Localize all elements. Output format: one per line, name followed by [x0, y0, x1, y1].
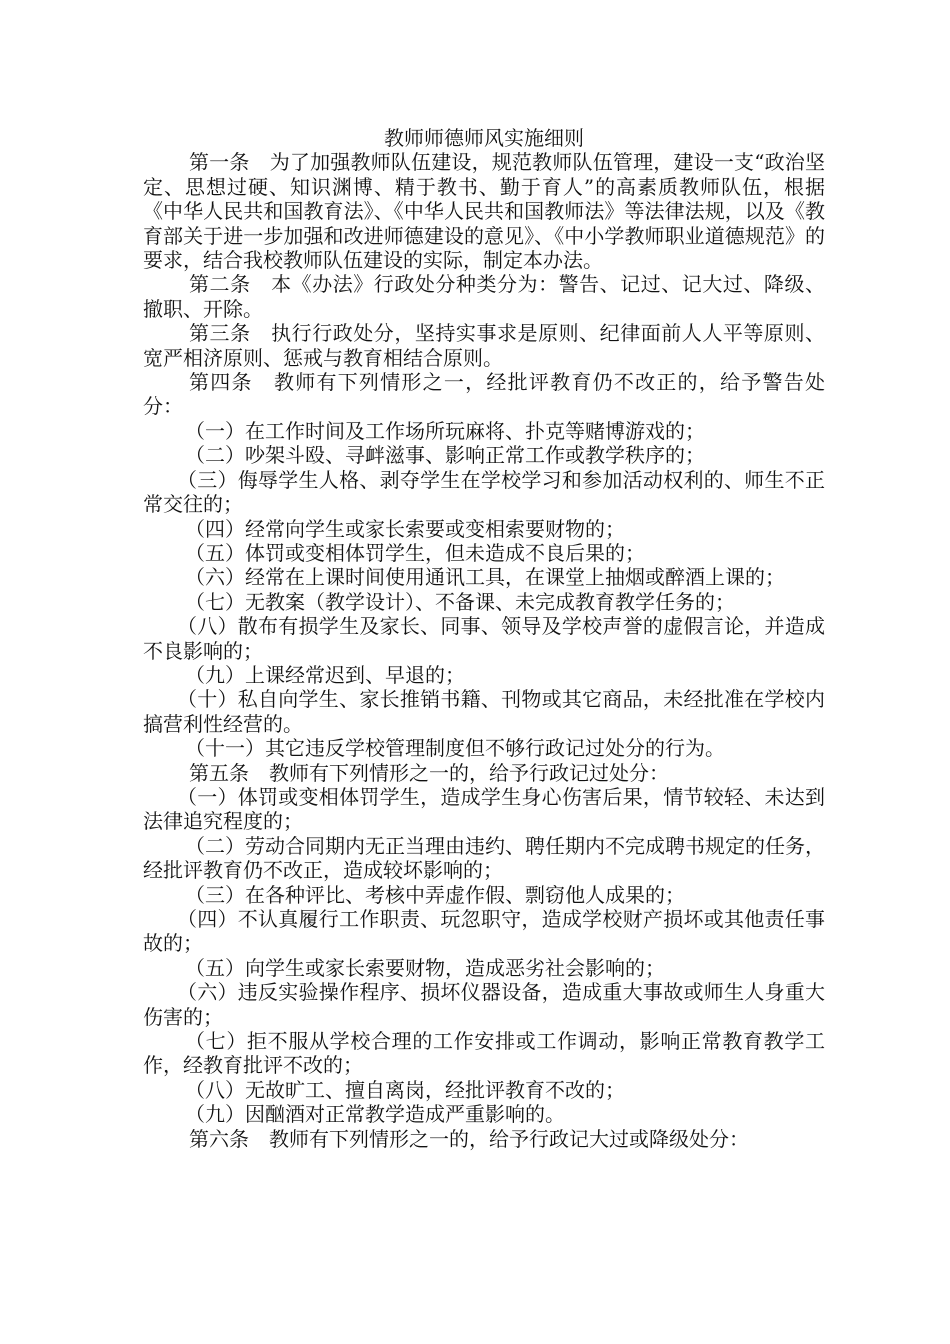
article-6: 第六条 教师有下列情形之一的，给予行政记大过或降级处分：: [189, 1126, 749, 1151]
article-5: 第五条 教师有下列情形之一的，给予行政记过处分：: [189, 760, 669, 785]
article-5-item-5: （五）向学生或家长索要财物，造成恶劣社会影响的；: [185, 955, 665, 980]
document-page: [143, 126, 825, 1151]
article-5-item-3: （三）在各种评比、考核中弄虚作假、剽窃他人成果的；: [185, 882, 685, 907]
article-4-item-9: （九）上课经常迟到、早退的；: [185, 662, 465, 687]
article-4-item-5: （五）体罚或变相体罚学生，但未造成不良后果的；: [185, 540, 645, 565]
article-4-item-11: （十一）其它违反学校管理制度但不够行政记过处分的行为。: [185, 736, 725, 761]
article-4-item-3: （三）侮辱学生人格、剥夺学生在学校学习和参加活动权利的、师生不正常交往的；: [143, 467, 825, 517]
article-5-item-2: （二）劳动合同期内无正当理由违约、聘任期内不完成聘书规定的任务，经批评教育仍不改正，造成较坏影响的；: [143, 833, 825, 883]
article-4: 第四条 教师有下列情形之一，经批评教育仍不改正的，给予警告处分：: [143, 370, 825, 419]
article-2: 第二条 本《办法》行政处分种类分为：警告、记过、记大过、降级、撤职、开除。: [143, 272, 825, 321]
article-4-item-8: （八）散布有损学生及家长、同事、领导及学校声誉的虚假言论，并造成不良影响的；: [143, 614, 825, 663]
article-3: 第三条 执行行政处分，坚持实事求是原则、纪律面前人人平等原则、宽严相济原则、惩戒与教育相结合原则。: [143, 321, 825, 370]
article-4-item-7: （七）无教案（教学设计）、不备课、未完成教育教学任务的；: [185, 589, 735, 614]
article-5-item-8: （八）无故旷工、擅自离岗，经批评教育不改的；: [185, 1077, 625, 1102]
article-4-item-6: （六）经常在上课时间使用通讯工具，在课堂上抽烟或醉酒上课的；: [185, 565, 785, 590]
document-title: 教师师德师风实施细则: [384, 126, 584, 150]
article-5-item-7: （七）拒不服从学校合理的工作安排或工作调动，影响正常教育教学工作，经教育批评不改的；: [143, 1029, 825, 1078]
article-4-item-4: （四）经常向学生或家长索要或变相索要财物的；: [185, 516, 625, 541]
article-4-item-10: （十）私自向学生、家长推销书籍、刊物或其它商品，未经批准在学校内搞营利性经营的。: [143, 687, 825, 736]
article-5-item-4: （四）不认真履行工作职责、玩忽职守，造成学校财产损坏或其他责任事故的；: [143, 907, 825, 956]
article-4-item-2: （二）吵架斗殴、寻衅滋事、影响正常工作或教学秩序的；: [185, 443, 705, 468]
article-5-item-9: （九）因酗酒对正常教学造成严重影响的。: [185, 1102, 565, 1127]
article-5-item-6: （六）违反实验操作程序、损坏仪器设备，造成重大事故或师生人身重大伤害的；: [143, 980, 825, 1029]
article-1: 第一条 为了加强教师队伍建设，规范教师队伍管理，建设一支“政治坚定、思想过硬、知识渊博、精于教书、勤于育人”的高素质教师队伍，根据《中华人民共和国教育法》、《中华人民共和国教师法》等法律法规，以及《教育部关于进一步加强和改进师德建设的意见》、《中小学教师职业道德规范》的要求，结合我校教师队伍建设的实际，制定本办法。: [143, 150, 825, 273]
article-4-item-1: （一）在工作时间及工作场所玩麻将、扑克等赌博游戏的；: [185, 418, 705, 443]
article-5-item-1: （一）体罚或变相体罚学生，造成学生身心伤害后果，情节较轻、未达到法律追究程度的；: [143, 784, 825, 834]
